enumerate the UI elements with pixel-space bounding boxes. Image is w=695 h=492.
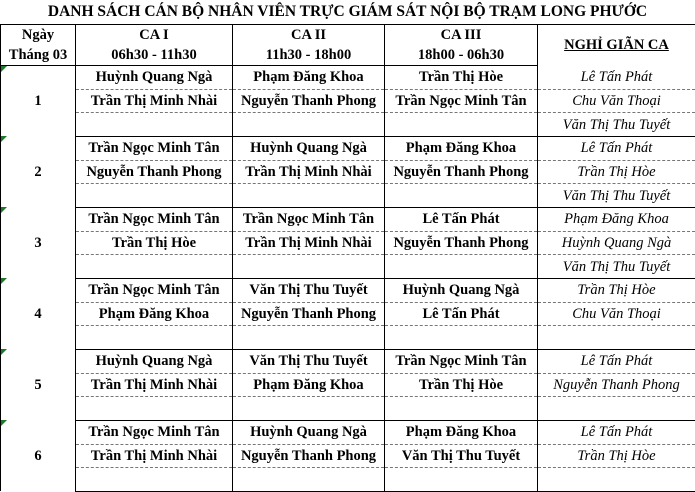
header-shift1-time: 06h30 - 11h30 — [76, 45, 233, 66]
off-duty-name: Trần Thị Hòe — [538, 278, 695, 302]
shift1-name — [76, 468, 233, 492]
table-row — [1, 184, 695, 208]
shift1-name: Trần Thị Hòe — [76, 231, 233, 255]
table-row — [1, 397, 695, 421]
off-duty-name: Lê Tấn Phát — [538, 420, 695, 444]
shift1-name: Trần Thị Minh Nhài — [76, 444, 233, 468]
shift3-name: Lê Tấn Phát — [385, 302, 538, 326]
table-row — [1, 113, 695, 137]
off-duty-name — [538, 326, 695, 350]
table-row — [1, 349, 695, 373]
shift2-name: Trần Thị Minh Nhài — [233, 160, 385, 184]
table-row — [1, 326, 695, 350]
header-off-label — [538, 25, 695, 66]
table-row — [1, 207, 695, 231]
shift1-name — [76, 113, 233, 137]
shift1-name: Trần Thị Minh Nhài — [76, 89, 233, 113]
day-number: 2 — [1, 136, 76, 207]
header-shift3-name: CA III — [385, 25, 538, 46]
shift2-name — [233, 326, 385, 350]
shift1-name: Trần Ngọc Minh Tân — [76, 207, 233, 231]
day-number: 4 — [1, 278, 76, 349]
table-row — [1, 278, 695, 302]
shift1-name: Phạm Đăng Khoa — [76, 302, 233, 326]
shift3-name — [385, 397, 538, 421]
off-duty-name: Văn Thị Thu Tuyết — [538, 255, 695, 279]
shift3-name — [385, 255, 538, 279]
off-duty-name: Nguyễn Thanh Phong — [538, 373, 695, 397]
off-duty-name: Văn Thị Thu Tuyết — [538, 184, 695, 208]
shift3-name: Phạm Đăng Khoa — [385, 420, 538, 444]
off-duty-name: Chu Văn Thoại — [538, 89, 695, 113]
off-duty-name: Trần Thị Hòe — [538, 444, 695, 468]
table-row — [1, 444, 695, 468]
shift2-name: Nguyễn Thanh Phong — [233, 302, 385, 326]
shift2-name — [233, 397, 385, 421]
shift1-name — [76, 255, 233, 279]
shift1-name — [76, 397, 233, 421]
off-duty-name: Chu Văn Thoại — [538, 302, 695, 326]
table-row — [1, 231, 695, 255]
shift2-name: Nguyễn Thanh Phong — [233, 444, 385, 468]
table-row — [1, 89, 695, 113]
shift2-name — [233, 468, 385, 492]
shift2-name: Huỳnh Quang Ngà — [233, 136, 385, 160]
off-duty-name: Lê Tấn Phát — [538, 66, 695, 90]
header-shift1-name: CA I — [76, 25, 233, 46]
shift3-name — [385, 184, 538, 208]
shift1-name: Trần Thị Minh Nhài — [76, 373, 233, 397]
shift2-name: Trần Thị Minh Nhài — [233, 231, 385, 255]
shift1-name: Nguyễn Thanh Phong — [76, 160, 233, 184]
off-duty-name: Phạm Đăng Khoa — [538, 207, 695, 231]
table-row — [1, 468, 695, 492]
shift1-name: Trần Ngọc Minh Tân — [76, 278, 233, 302]
off-duty-name: Lê Tấn Phát — [538, 136, 695, 160]
shift2-name: Phạm Đăng Khoa — [233, 373, 385, 397]
shift2-name: Nguyễn Thanh Phong — [233, 89, 385, 113]
shift3-name — [385, 468, 538, 492]
table-row — [1, 66, 695, 90]
header-day-label: Ngày — [1, 25, 76, 46]
shift2-name: Văn Thị Thu Tuyết — [233, 278, 385, 302]
table-row — [1, 160, 695, 184]
shift3-name: Trần Ngọc Minh Tân — [385, 349, 538, 373]
off-duty-name: Huỳnh Quang Ngà — [538, 231, 695, 255]
shift1-name: Huỳnh Quang Ngà — [76, 349, 233, 373]
day-number: 5 — [1, 349, 76, 420]
table-row — [1, 255, 695, 279]
day-number: 3 — [1, 207, 76, 278]
header-shift2-time: 11h30 - 18h00 — [233, 45, 385, 66]
duty-roster-table — [0, 24, 695, 492]
shift2-name — [233, 113, 385, 137]
shift1-name — [76, 326, 233, 350]
shift3-name: Phạm Đăng Khoa — [385, 136, 538, 160]
shift2-name: Trần Ngọc Minh Tân — [233, 207, 385, 231]
off-duty-name: Văn Thị Thu Tuyết — [538, 113, 695, 137]
header-month-label: Tháng 03 — [1, 45, 76, 66]
shift2-name — [233, 255, 385, 279]
shift3-name: Trần Thị Hòe — [385, 373, 538, 397]
shift3-name — [385, 113, 538, 137]
day-number: 6 — [1, 420, 76, 491]
table-row — [1, 136, 695, 160]
header-shift2-name: CA II — [233, 25, 385, 46]
shift3-name — [385, 326, 538, 350]
shift3-name: Nguyễn Thanh Phong — [385, 160, 538, 184]
shift2-name: Phạm Đăng Khoa — [233, 66, 385, 90]
off-duty-name — [538, 468, 695, 492]
shift3-name: Lê Tấn Phát — [385, 207, 538, 231]
day-number: 1 — [1, 66, 76, 137]
shift3-name: Nguyễn Thanh Phong — [385, 231, 538, 255]
shift2-name: Huỳnh Quang Ngà — [233, 420, 385, 444]
table-row — [1, 373, 695, 397]
shift2-name: Văn Thị Thu Tuyết — [233, 349, 385, 373]
shift1-name: Trần Ngọc Minh Tân — [76, 136, 233, 160]
table-row — [1, 420, 695, 444]
shift3-name: Văn Thị Thu Tuyết — [385, 444, 538, 468]
off-duty-name — [538, 397, 695, 421]
roster-body — [1, 66, 695, 492]
shift1-name: Huỳnh Quang Ngà — [76, 66, 233, 90]
shift3-name: Trần Ngọc Minh Tân — [385, 89, 538, 113]
off-duty-name: Lê Tấn Phát — [538, 349, 695, 373]
off-duty-name: Trần Thị Hòe — [538, 160, 695, 184]
shift1-name: Trần Ngọc Minh Tân — [76, 420, 233, 444]
header-shift3-time: 18h00 - 06h30 — [385, 45, 538, 66]
shift3-name: Huỳnh Quang Ngà — [385, 278, 538, 302]
shift2-name — [233, 184, 385, 208]
shift1-name — [76, 184, 233, 208]
page-title: DANH SÁCH CÁN BỘ NHÂN VIÊN TRỰC GIÁM SÁT NỘI BỘ TRẠM LONG PHƯỚC — [0, 0, 695, 24]
header-off-text: NGHỈ GIÃN CA — [564, 37, 669, 53]
shift3-name: Trần Thị Hòe — [385, 66, 538, 90]
table-row — [1, 302, 695, 326]
